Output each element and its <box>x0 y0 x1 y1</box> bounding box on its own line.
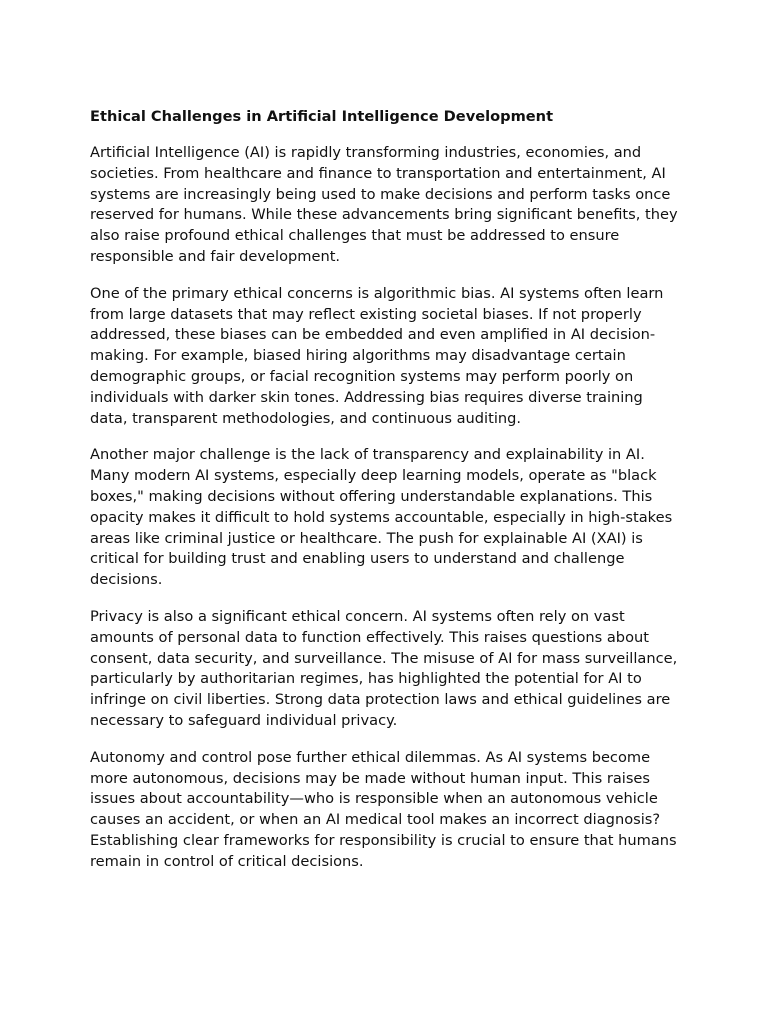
document-page <box>90 107 682 889</box>
paragraph-autonomy: Autonomy and control pose further ethical dilemmas. As AI systems become more autonomous, decisions may be made without human input. This raises issues about accountability—who is responsible when an autonomous vehicle causes an accident, or when an AI medical tool makes an incorrect diagnosis? Establishing clear frameworks for responsibility is crucial to ensure that humans remain in control of critical decisions. <box>90 748 677 870</box>
document-title: Ethical Challenges in Artificial Intelligence Development <box>90 108 554 125</box>
paragraph-privacy: Privacy is also a significant ethical concern. AI systems often rely on vast amounts of personal data to function effectively. This raises questions about consent, data security, and surveillance. The misuse of AI for mass surveillance, particularly by authoritarian regimes, has highlighted the potential for AI to infringe on civil liberties. Strong data protection laws and ethical guidelines are necessary to safeguard individual privacy. <box>90 607 678 729</box>
paragraph-intro: Artificial Intelligence (AI) is rapidly transforming industries, economies, and societies. From healthcare and finance to transportation and entertainment, AI systems are increasingly being used to make decisions and perform tasks once reserved for humans. While these advancements bring significant benefits, they also raise profound ethical challenges that must be addressed to ensure responsible and fair development. <box>90 144 678 265</box>
paragraph-bias: One of the primary ethical concerns is algorithmic bias. AI systems often learn from large datasets that may reflect existing societal biases. If not properly addressed, these biases can be embedded and even amplified in AI decision-making. For example, biased hiring algorithms may disadvantage certain demographic groups, or facial recognition systems may perform poorly on individuals with darker skin tones. Addressing bias requires diverse training data, transparent methodologies, and continuous auditing. <box>90 284 664 427</box>
paragraph-transparency: Another major challenge is the lack of transparency and explainability in AI. Many modern AI systems, especially deep learning models, operate as "black boxes," making decisions without offering understandable explanations. This opacity makes it difficult to hold systems accountable, especially in high-stakes areas like criminal justice or healthcare. The push for explainable AI (XAI) is critical for building trust and enabling users to understand and challenge decisions. <box>90 446 673 589</box>
